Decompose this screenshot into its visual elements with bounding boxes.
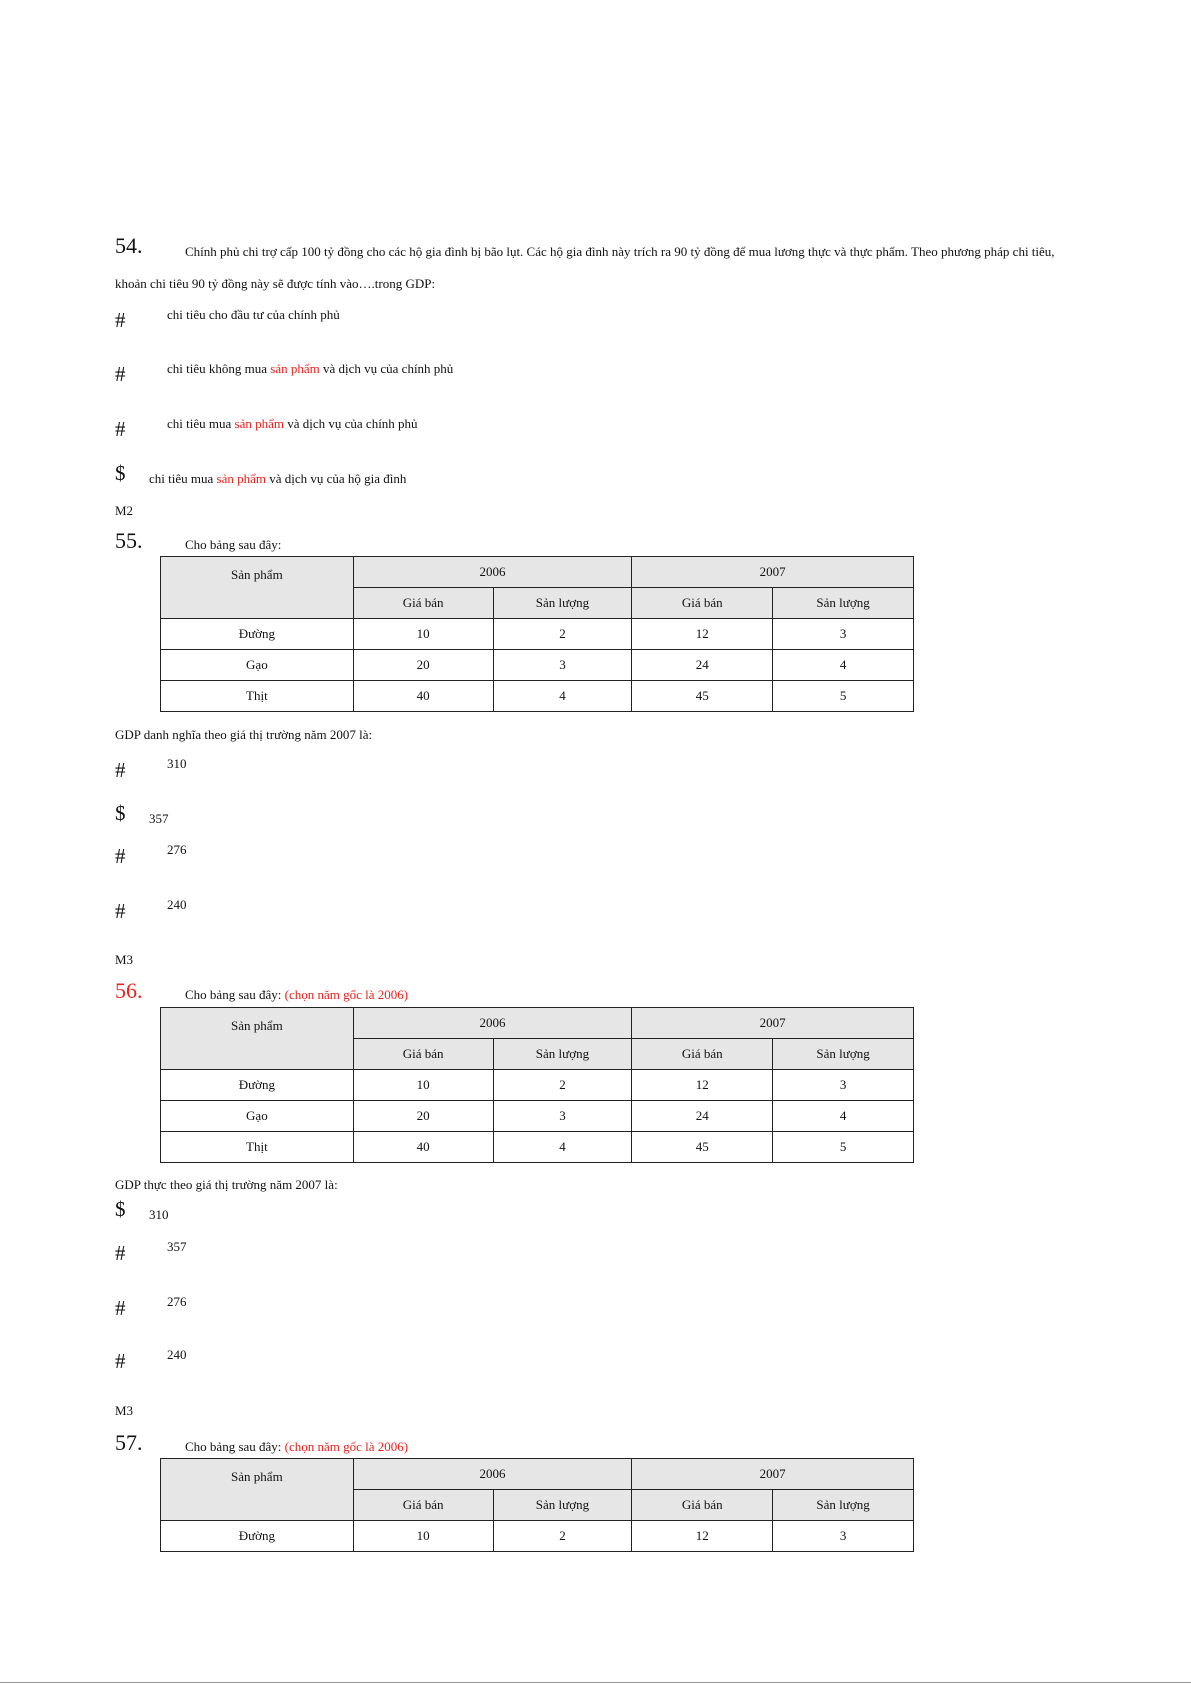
header-year-2007: 2007 bbox=[632, 1459, 914, 1490]
q55-option-4-text[interactable]: 240 bbox=[167, 897, 187, 912]
header-product: Sản phẩm bbox=[161, 557, 354, 619]
q56-option-4-text[interactable]: 240 bbox=[167, 1347, 187, 1362]
cell-price-2006: 10 bbox=[353, 1521, 493, 1552]
q54-option-1-text[interactable]: chi tiêu cho đầu tư của chính phủ bbox=[167, 307, 340, 322]
cell-price-2007: 24 bbox=[632, 650, 773, 681]
q54-option-1-mark: # bbox=[115, 308, 126, 332]
header-year-2006: 2006 bbox=[353, 557, 632, 588]
page-bottom-divider bbox=[0, 1682, 1191, 1683]
cell-price-2007: 45 bbox=[632, 681, 773, 712]
question-55-level: M3 bbox=[115, 952, 134, 967]
header-price-2006: Giá bán bbox=[353, 1039, 493, 1070]
cell-product: Đường bbox=[161, 619, 354, 650]
q56-option-4-mark: # bbox=[115, 1349, 126, 1373]
question-56-number: 56. bbox=[115, 978, 143, 1003]
table-row bbox=[161, 1101, 914, 1132]
q56-option-1-text[interactable]: 310 bbox=[149, 1207, 169, 1222]
header-year-2006: 2006 bbox=[353, 1008, 632, 1039]
cell-quantity-2006: 3 bbox=[493, 650, 632, 681]
header-quantity-2007: Sản lượng bbox=[773, 588, 914, 619]
question-54-level: M2 bbox=[115, 503, 134, 518]
question-56-level: M3 bbox=[115, 1403, 134, 1418]
header-price-2007: Giá bán bbox=[632, 588, 773, 619]
cell-product: Đường bbox=[161, 1521, 354, 1552]
table-row bbox=[161, 1070, 914, 1101]
q54-option-3-mark: # bbox=[115, 417, 126, 441]
question-55-intro: Cho bảng sau đây: bbox=[185, 537, 282, 552]
q56-option-3-mark: # bbox=[115, 1296, 126, 1320]
table-row bbox=[161, 650, 914, 681]
header-quantity-2007: Sản lượng bbox=[773, 1039, 914, 1070]
cell-price-2006: 20 bbox=[353, 1101, 493, 1132]
q55-data-table bbox=[160, 556, 914, 712]
cell-quantity-2007: 3 bbox=[773, 1070, 914, 1101]
cell-quantity-2007: 5 bbox=[773, 681, 914, 712]
table-row bbox=[161, 619, 914, 650]
question-56-text: GDP thực theo giá thị trường năm 2007 là: bbox=[115, 1177, 338, 1192]
q54-option-3-text[interactable]: chi tiêu mua sản phẩm và dịch vụ của chính phủ bbox=[167, 416, 418, 431]
q54-option-2-mark: # bbox=[115, 362, 126, 386]
question-57-intro: Cho bảng sau đây: (chọn năm gốc là 2006) bbox=[185, 1439, 409, 1454]
header-year-2006: 2006 bbox=[353, 1459, 632, 1490]
cell-price-2006: 40 bbox=[353, 681, 493, 712]
cell-product: Gạo bbox=[161, 650, 354, 681]
cell-product: Đường bbox=[161, 1070, 354, 1101]
cell-price-2007: 12 bbox=[632, 1070, 773, 1101]
header-price-2006: Giá bán bbox=[353, 588, 493, 619]
cell-quantity-2006: 2 bbox=[493, 1521, 632, 1552]
question-55-number: 55. bbox=[115, 528, 143, 553]
q56-option-2-mark: # bbox=[115, 1241, 126, 1265]
cell-quantity-2006: 2 bbox=[493, 619, 632, 650]
header-product: Sản phẩm bbox=[161, 1008, 354, 1070]
q55-option-4-mark: # bbox=[115, 899, 126, 923]
q56-data-table bbox=[160, 1007, 914, 1163]
question-54-number: 54. bbox=[115, 233, 143, 258]
header-product: Sản phẩm bbox=[161, 1459, 354, 1521]
table-row bbox=[161, 1521, 914, 1552]
q56-option-2-text[interactable]: 357 bbox=[167, 1239, 187, 1254]
header-price-2007: Giá bán bbox=[632, 1490, 773, 1521]
cell-price-2007: 12 bbox=[632, 1521, 773, 1552]
q55-option-2-text[interactable]: 357 bbox=[149, 811, 169, 826]
q55-option-1-text[interactable]: 310 bbox=[167, 756, 187, 771]
cell-quantity-2006: 2 bbox=[493, 1070, 632, 1101]
q55-option-3-mark: # bbox=[115, 844, 126, 868]
q54-option-4-text[interactable]: chi tiêu mua sản phẩm và dịch vụ của hộ gia đình bbox=[149, 471, 407, 486]
cell-price-2007: 12 bbox=[632, 619, 773, 650]
cell-quantity-2007: 3 bbox=[773, 619, 914, 650]
header-price-2006: Giá bán bbox=[353, 1490, 493, 1521]
q56-option-3-text[interactable]: 276 bbox=[167, 1294, 187, 1309]
question-55-text: GDP danh nghĩa theo giá thị trường năm 2007 là: bbox=[115, 727, 373, 742]
cell-product: Gạo bbox=[161, 1101, 354, 1132]
header-price-2007: Giá bán bbox=[632, 1039, 773, 1070]
cell-quantity-2007: 5 bbox=[773, 1132, 914, 1163]
header-quantity-2006: Sản lượng bbox=[493, 1490, 632, 1521]
header-year-2007: 2007 bbox=[632, 1008, 914, 1039]
q55-option-2-mark: $ bbox=[115, 801, 126, 825]
cell-price-2006: 20 bbox=[353, 650, 493, 681]
question-57-number: 57. bbox=[115, 1430, 143, 1455]
q56-option-1-mark: $ bbox=[115, 1197, 126, 1221]
cell-product: Thịt bbox=[161, 1132, 354, 1163]
cell-price-2007: 45 bbox=[632, 1132, 773, 1163]
cell-quantity-2006: 3 bbox=[493, 1101, 632, 1132]
q54-option-4-mark: $ bbox=[115, 461, 126, 485]
header-quantity-2006: Sản lượng bbox=[493, 588, 632, 619]
header-quantity-2006: Sản lượng bbox=[493, 1039, 632, 1070]
cell-quantity-2006: 4 bbox=[493, 681, 632, 712]
question-56-intro: Cho bảng sau đây: (chọn năm gốc là 2006) bbox=[185, 987, 409, 1002]
cell-price-2006: 10 bbox=[353, 619, 493, 650]
header-year-2007: 2007 bbox=[632, 557, 914, 588]
cell-quantity-2007: 4 bbox=[773, 650, 914, 681]
header-quantity-2007: Sản lượng bbox=[773, 1490, 914, 1521]
q55-option-3-text[interactable]: 276 bbox=[167, 842, 187, 857]
q57-data-table bbox=[160, 1458, 914, 1552]
cell-quantity-2007: 3 bbox=[773, 1521, 914, 1552]
cell-price-2006: 10 bbox=[353, 1070, 493, 1101]
table-row bbox=[161, 1132, 914, 1163]
cell-product: Thịt bbox=[161, 681, 354, 712]
q54-option-2-text[interactable]: chi tiêu không mua sản phẩm và dịch vụ của chính phủ bbox=[167, 361, 454, 376]
q55-option-1-mark: # bbox=[115, 758, 126, 782]
cell-quantity-2006: 4 bbox=[493, 1132, 632, 1163]
cell-price-2007: 24 bbox=[632, 1101, 773, 1132]
question-54-text-line1: Chính phủ chi trợ cấp 100 tỷ đồng cho các hộ gia đình bị bão lụt. Các hộ gia đình này trích ra 90 tỷ đồng để mua lương thực và thực phẩm. Theo phương pháp chi tiêu, bbox=[185, 244, 1055, 259]
question-54-text-line2: khoản chi tiêu 90 tỷ đồng này sẽ được tính vào….trong GDP: bbox=[115, 276, 436, 291]
table-row bbox=[161, 681, 914, 712]
cell-price-2006: 40 bbox=[353, 1132, 493, 1163]
cell-quantity-2007: 4 bbox=[773, 1101, 914, 1132]
